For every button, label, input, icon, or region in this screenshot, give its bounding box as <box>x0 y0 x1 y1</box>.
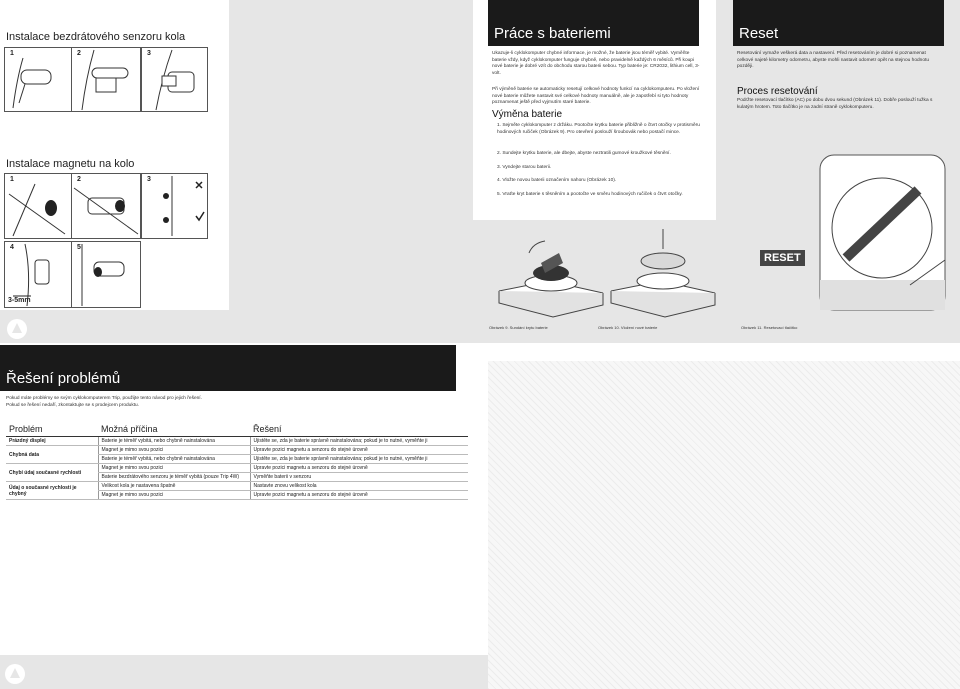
reset-button-label: RESET <box>760 250 805 266</box>
header-cause: Možná příčina <box>98 423 250 437</box>
table-row: Magnet je mimo svou pozici Upravte pozici magnetu a senzoru do stejné úrovně <box>6 491 468 500</box>
sensor-step-1: 1 <box>4 47 72 112</box>
header-problem: Problém <box>6 423 98 437</box>
magnet-step-5: 5 <box>71 241 141 308</box>
battery-step-5: 5. Vraťte kryt baterie s těsněním a pootočte ve směru hodinových ručiček o čtvrt otočky. <box>497 192 683 197</box>
sensor-step-2-illustration <box>72 48 140 111</box>
bottom-left-grey <box>0 655 488 689</box>
figure-11-reset-button <box>760 150 950 320</box>
magnet-step-2-illustration <box>72 174 140 238</box>
sensor-step-3-illustration <box>142 48 207 111</box>
table-row: Údaj o současné rychlosti je chybný Velikost kola je nastavena špatně Nastavte znovu velikost kola <box>6 482 468 491</box>
caption-figure-9: Obrázek 9. Sundání krytu baterie <box>489 325 548 330</box>
caption-figure-10: Obrázek 10. Vložení nové baterie <box>598 325 658 330</box>
battery-title: Práce s bateriemi <box>488 0 699 46</box>
magnet-step-5-illustration <box>72 242 140 307</box>
magnet-step-4: 4 <box>4 241 72 308</box>
table-row: Baterie bezdrátového senzoru je téměř vybitá (pouze Trip 4W) Vyměňte baterii v senzoru <box>6 473 468 482</box>
sensor-step-1-illustration <box>5 48 71 111</box>
magnet-step-1: 1 <box>4 173 72 239</box>
table-row: Chybí údaj současné rychlosti Magnet je mimo svou pozici Upravte pozici magnetu a senzoru do stejné úrovně <box>6 464 468 473</box>
sensor-step-3: 3 <box>141 47 208 112</box>
reset-subtitle: Proces resetování <box>737 86 818 97</box>
sensor-install-title: Instalace bezdrátového senzoru kola <box>6 31 186 43</box>
header-solution: Řešení <box>250 423 468 437</box>
table-row: Baterie je téměř vybitá, nebo chybně nainstalována Ujistěte se, zda je baterie správně nainstalována; pokud je to nutné, vyměňte ji <box>6 455 468 464</box>
magnet-step-1-illustration <box>5 174 71 238</box>
battery-step-1: 1. Sejměte cyklokomputer z držáku. Pootočte krytku baterie přibližně o čtvrt otočky v protisměru hodinových ručiček (Obrázek 9). Pro otevření poslouží šroubovák nebo postačí mince. <box>497 123 700 135</box>
battery-intro: Ukazuje-li cyklokomputer chybné informace, je možné, že baterie jsou téměř vybité. Vyměňte baterie vždy, když cyklokomputer funguje chybně, nebo pravidelně každých 6 měsíců. Při koupi nové baterie je dobré vzít do obchodu starou baterii sebou. Typ baterie je: CR2032, lithium cell, 3-volt. <box>492 51 700 76</box>
battery-subtitle: Výměna baterie <box>492 109 563 120</box>
sensor-step-2: 2 <box>71 47 141 112</box>
table-row: Prázdný displej Baterie je téměř vybitá, nebo chybně nainstalována Ujistěte se, zda je baterie správně nainstalována; pokud je to nutné, vyměňte ji <box>6 437 468 446</box>
battery-step-3: 3. Vyndejte starou baterii. <box>497 165 552 170</box>
reset-title: Reset <box>733 0 944 46</box>
battery-step-4: 4. Vložte novou baterii označením nahoru (Obrázek 10). <box>497 178 617 183</box>
figure-9-battery-cover-removal <box>493 223 605 318</box>
brand-logo-icon <box>6 318 28 340</box>
reset-intro: Resetování vymaže veškerá data a nastavení. Před resetováním je dobré si poznamenat celkové najeté kilometry odometru, abyste mohli nastavit odometr opět na stejnou hodnotu později. <box>737 51 929 69</box>
battery-note: Při výměně baterie se automaticky resetují celkové hodnoty funkcí na cyklokomputeru. Po vložení nové baterie můžete nastavit své celkové hodnoty manuálně, ale je zapotřebí si tyto hodnoty poznamenat ještě před vyjmutím staré baterie. <box>492 87 700 105</box>
table-row: Chybná data Magnet je mimo svou pozici Upravte pozici magnetu a senzoru do stejné úrovně <box>6 446 468 455</box>
battery-step-2: 2. Sundejte krytku baterie, ale dbejte, abyste neztratili gumové kroužkové těsnění. <box>497 151 671 156</box>
caption-figure-11: Obrázek 11. Resetovací tlačítko <box>741 325 798 330</box>
left-grey-strip <box>0 310 229 343</box>
magnet-step-2: 2 <box>71 173 141 239</box>
reset-text: Podržte resetovací tlačítko (AC) po dobu dvou sekund (Obrázek 11). Dobře poslouží tužka s kulatým hrotem. Toto tlačítko je na zadní straně cyklokomputeru. <box>737 98 933 110</box>
brand-logo-icon-bottom <box>4 663 26 685</box>
magnet-step-3: 3 <box>141 173 208 239</box>
bottom-hatched-area <box>488 361 960 689</box>
magnet-step-3-illustration <box>142 174 207 238</box>
troubleshoot-title: Řešení problémů <box>0 345 456 391</box>
troubleshoot-intro: Pokud máte problémy se svým cyklokomputerem Trip, použijte tento návod pro jejich řešení. Pokud se řešení nedaří, zkontaktujte se s prodejcem produktu. <box>6 396 202 408</box>
magnet-install-title: Instalace magnetu na kolo <box>6 158 135 170</box>
troubleshoot-table <box>6 423 468 500</box>
gap-label: 3-5mm <box>8 297 31 304</box>
figure-10-new-battery <box>605 223 717 318</box>
